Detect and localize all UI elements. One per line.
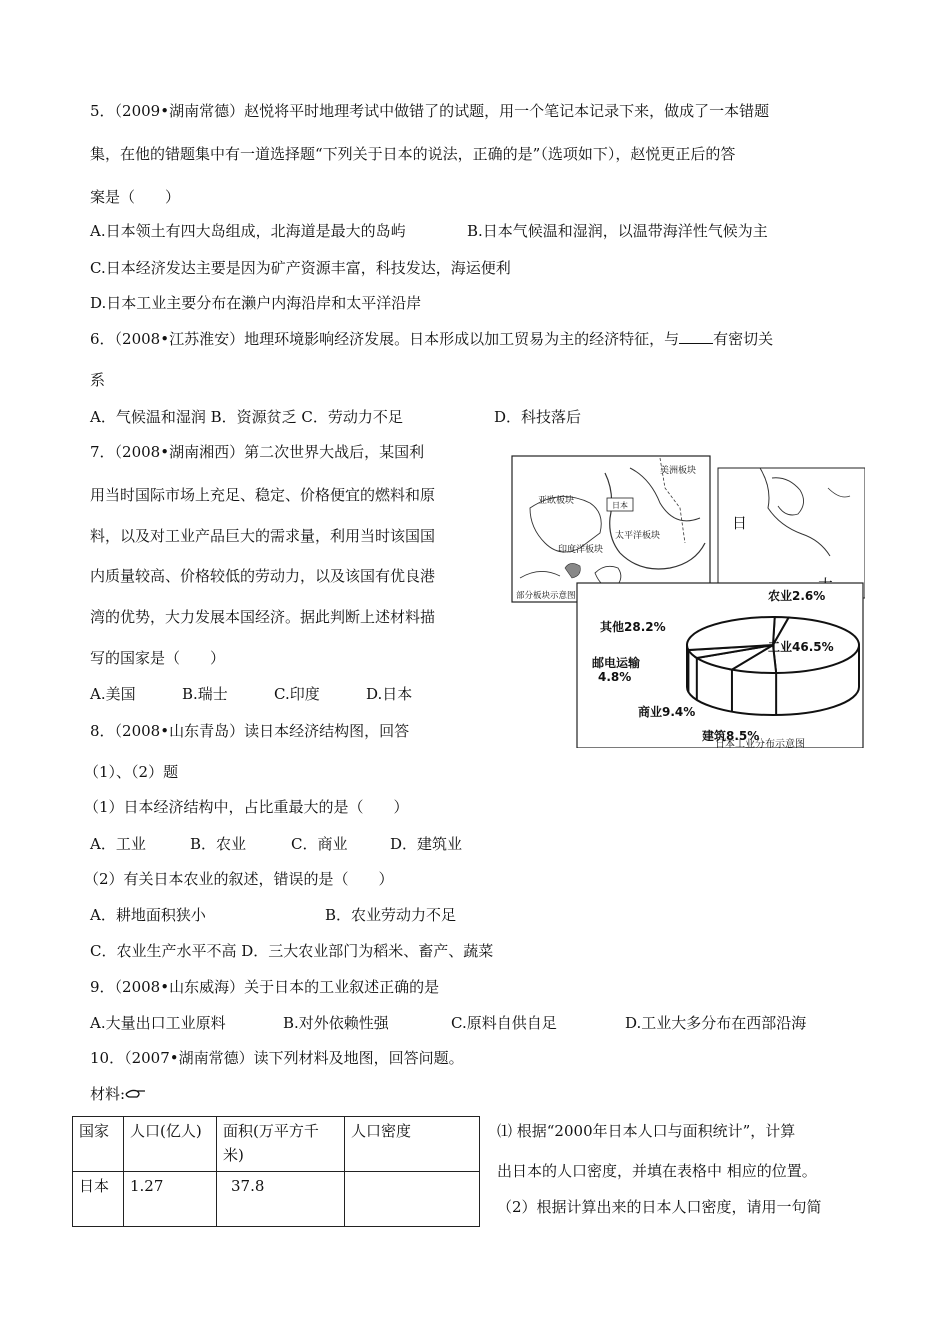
q10-sub2-line1: （2）根据计算出来的日本人口密度，请用一句简 <box>497 1198 822 1216</box>
q8-sub2-option-a: A．耕地面积狭小 <box>90 906 206 924</box>
pie-label-其他: 其他28.2% <box>600 620 666 634</box>
q9-option-a: A.大量出口工业原料 <box>90 1014 226 1032</box>
table-header-cell: 人口密度 <box>345 1117 480 1172</box>
pie-label-商业: 商业9.4% <box>638 705 696 719</box>
plate-map <box>512 456 710 602</box>
q5-option-c: C.日本经济发达主要是因为矿产资源丰富，科技发达，海运便利 <box>90 259 511 277</box>
pie-label-建筑: 建筑8.5% <box>702 729 760 743</box>
table-row <box>73 1172 480 1227</box>
q9-option-b: B.对外依赖性强 <box>283 1014 389 1032</box>
pie-chart <box>577 583 863 748</box>
q8-sub2-option-b: B．农业劳动力不足 <box>325 906 457 924</box>
q8-sub1-option-a: A．工业 <box>90 835 146 853</box>
japan-map-label: 日 <box>732 514 748 532</box>
q7-line6: 写的国家是（ ） <box>90 649 226 667</box>
q6-line1-text: 6．（2008•江苏淮安）地理环境影响经济发展。日本形成以加工贸易为主的经济特征，与 <box>90 330 680 348</box>
q7-line1: 7．（2008•湖南湘西）第二次世界大战后，某国利 <box>90 443 425 461</box>
q7-line2: 用当时国际市场上充足、稳定、价格便宜的燃料和原 <box>90 486 436 504</box>
q6-line1-tail: 有密切关 <box>713 330 774 348</box>
q8-sub1-option-d: D．建筑业 <box>390 835 463 853</box>
q8-line2: （1）、（2）题 <box>84 763 179 781</box>
q5-option-a: A.日本领土有四大岛组成，北海道是最大的岛屿 <box>90 222 406 240</box>
q8-sub2-options-cd: C．农业生产水平不高 D．三大农业部门为稻米、畜产、蔬菜 <box>90 942 494 960</box>
table-header-cell: 面积(万平方千米) <box>217 1117 345 1172</box>
q7-line4: 内质量较高、价格较低的劳动力，以及该国有优良港 <box>90 567 436 585</box>
q6-options: A．气候温和湿润 B．资源贫乏 C．劳动力不足 <box>90 408 403 426</box>
q10-line1: 10．（2007•湖南常德）读下列材料及地图，回答问题。 <box>90 1049 464 1067</box>
table-cell: 1.27 <box>124 1172 217 1227</box>
q9-option-c: C.原料自供自足 <box>451 1014 557 1032</box>
density-answer-cell[interactable] <box>345 1172 480 1227</box>
pie-label-工业: 工业46.5% <box>768 640 834 654</box>
pie-label-邮电运输: 邮电运输 <box>592 656 641 670</box>
q7-line5: 湾的优势，大力发展本国经济。据此判断上述材料描 <box>90 608 436 626</box>
q8-sub1-option-b: B．农业 <box>190 835 247 853</box>
q10-material-label: 材料: <box>90 1085 126 1103</box>
q10-sub1-line1: ⑴ 根据“2000年日本人口与面积统计”，计算 <box>497 1122 796 1140</box>
q5-line3: 案是（ ） <box>90 188 181 206</box>
table-header-cell: 人口(亿人) <box>124 1117 217 1172</box>
pie-label-农业: 农业2.6% <box>768 589 826 603</box>
q7-option-c: C.印度 <box>274 685 320 703</box>
q6-line1 <box>90 329 773 349</box>
q9-option-d: D.工业大多分布在西部沿海 <box>625 1014 807 1032</box>
q6-line2: 系 <box>90 371 106 389</box>
plate-label: 印度洋板块 <box>558 545 604 555</box>
figure-composite <box>510 448 865 748</box>
plate-label: 美洲板块 <box>660 466 697 476</box>
q8-sub1-option-c: C．商业 <box>291 835 348 853</box>
plate-label: 亚欧板块 <box>538 496 575 506</box>
q10-sub1-line2: 出日本的人口密度，并填在表格中 相应的位置。 <box>497 1162 817 1180</box>
population-table <box>72 1116 480 1227</box>
table-header-cell: 国家 <box>73 1117 124 1172</box>
q6-option-d: D．科技落后 <box>494 408 582 426</box>
q7-option-b: B.瑞士 <box>182 685 228 703</box>
q6-answer-blank[interactable] <box>679 329 713 344</box>
q10-material <box>90 1084 147 1104</box>
table-cell: 37.8 <box>217 1172 345 1227</box>
q7-option-d: D.日本 <box>366 685 413 703</box>
pie-caption: 日本工业分布示意图 <box>715 739 805 748</box>
q9-line1: 9．（2008•山东威海）关于日本的工业叙述正确的是 <box>90 978 440 996</box>
q7-option-a: A.美国 <box>90 685 136 703</box>
q5-line2: 集，在他的错题集中有一道选择题“下列关于日本的说法，正确的是”（选项如下），赵悦更正后的答 <box>90 145 736 163</box>
plate-label: 日本 <box>612 501 628 510</box>
table-header-row <box>73 1117 480 1172</box>
table-cell: 日本 <box>73 1172 124 1227</box>
plate-label: 太平洋板块 <box>615 531 661 541</box>
plate-map-caption: 部分板块示意图 <box>516 591 576 601</box>
pointing-hand-icon <box>125 1087 147 1101</box>
q5-option-b: B.日本气候温和湿润，以温带海洋性气候为主 <box>467 222 768 240</box>
q8-sub2: （2）有关日本农业的叙述，错误的是（ ） <box>84 870 394 888</box>
q7-line3: 料，以及对工业产品巨大的需求量，利用当时该国国 <box>90 527 436 545</box>
pie-slices <box>687 617 859 715</box>
q5-line1: 5．（2009•湖南常德）赵悦将平时地理考试中做错了的试题，用一个笔记本记录下来，做成了一本错题 <box>90 102 770 120</box>
japan-map <box>718 468 865 598</box>
q5-option-d: D.日本工业主要分布在濑户内海沿岸和太平洋沿岸 <box>90 294 422 312</box>
q8-sub1: （1）日本经济结构中，占比重最大的是（ ） <box>84 798 409 816</box>
pie-label-邮电运输: 4.8% <box>598 670 632 684</box>
q8-line1: 8．（2008•山东青岛）读日本经济结构图，回答 <box>90 722 410 740</box>
